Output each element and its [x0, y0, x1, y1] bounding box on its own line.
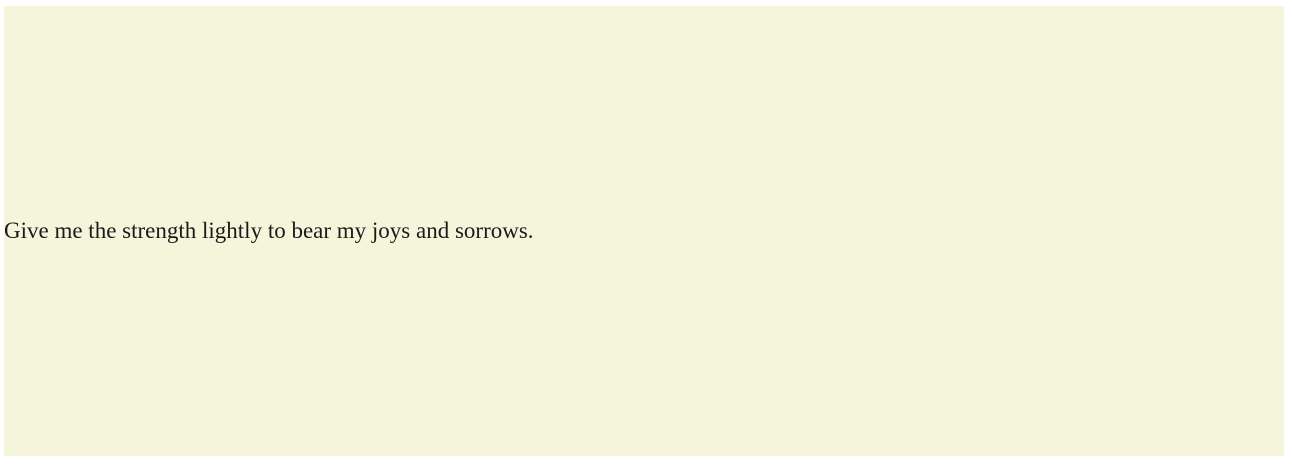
quote-text: Give me the strength lightly to bear my joys and sorrows. [4, 218, 534, 244]
quote-panel [4, 6, 1284, 456]
